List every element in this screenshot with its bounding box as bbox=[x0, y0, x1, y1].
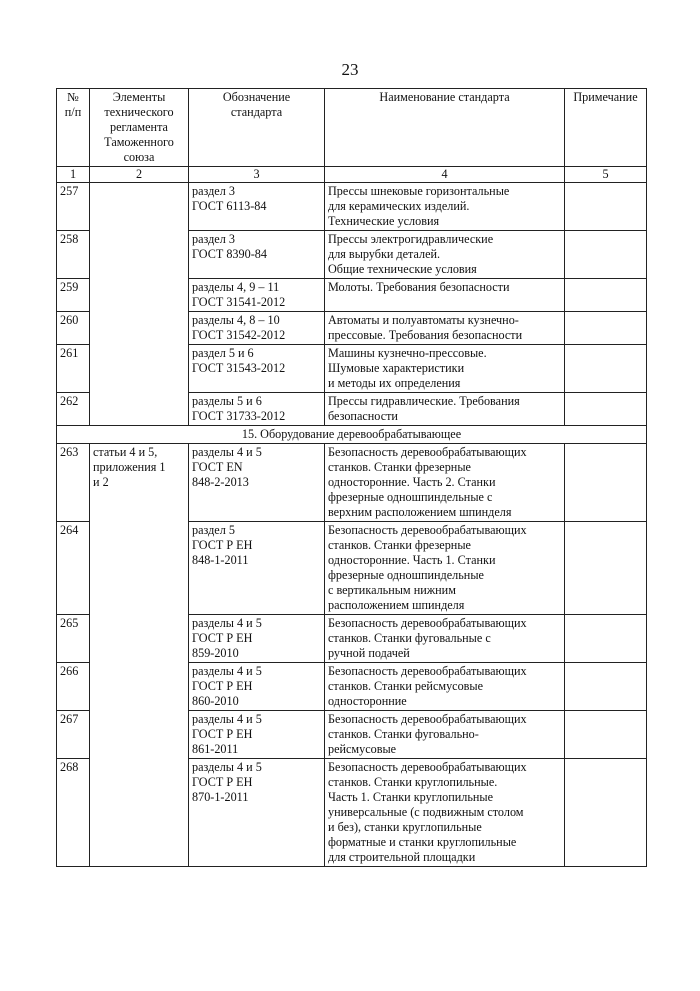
column-number: 3 bbox=[189, 167, 325, 183]
row-number: 260 bbox=[57, 312, 90, 345]
standard-designation: разделы 4 и 5 ГОСТ EN 848-2-2013 bbox=[189, 444, 325, 522]
standard-name: Безопасность деревообрабатывающих станков. Станки фуговально- рейсмусовые bbox=[325, 711, 565, 759]
standard-designation: разделы 4, 8 – 10 ГОСТ 31542-2012 bbox=[189, 312, 325, 345]
standard-name: Безопасность деревообрабатывающих станков. Станки фуговальные с ручной подачей bbox=[325, 615, 565, 663]
note-cell bbox=[565, 444, 647, 522]
note-cell bbox=[565, 615, 647, 663]
standard-designation: разделы 4 и 5 ГОСТ Р ЕН 870-1-2011 bbox=[189, 759, 325, 867]
note-cell bbox=[565, 231, 647, 279]
standard-name: Безопасность деревообрабатывающих станков. Станки рейсмусовые односторонние bbox=[325, 663, 565, 711]
standard-name: Молоты. Требования безопасности bbox=[325, 279, 565, 312]
header-note: Примечание bbox=[565, 89, 647, 167]
standard-name: Прессы шнековые горизонтальные для керамических изделий. Технические условия bbox=[325, 183, 565, 231]
row-number: 266 bbox=[57, 663, 90, 711]
elements-cell: статьи 4 и 5, приложения 1 и 2 bbox=[90, 444, 189, 867]
note-cell bbox=[565, 345, 647, 393]
standard-designation: разделы 4, 9 – 11 ГОСТ 31541-2012 bbox=[189, 279, 325, 312]
standard-name: Машины кузнечно-прессовые. Шумовые характеристики и методы их определения bbox=[325, 345, 565, 393]
column-number-row bbox=[57, 167, 647, 183]
row-number: 268 bbox=[57, 759, 90, 867]
note-cell bbox=[565, 522, 647, 615]
standard-name: Безопасность деревообрабатывающих станков. Станки фрезерные односторонние. Часть 2. Станки фрезерные одношпиндельные с верхним расположением шпинделя bbox=[325, 444, 565, 522]
standard-designation: раздел 3 ГОСТ 6113-84 bbox=[189, 183, 325, 231]
column-number: 5 bbox=[565, 167, 647, 183]
row-number: 258 bbox=[57, 231, 90, 279]
standard-designation: раздел 5 и 6 ГОСТ 31543-2012 bbox=[189, 345, 325, 393]
note-cell bbox=[565, 759, 647, 867]
header-name: Наименование стандарта bbox=[325, 89, 565, 167]
standard-designation: раздел 3 ГОСТ 8390-84 bbox=[189, 231, 325, 279]
standard-name: Безопасность деревообрабатывающих станков. Станки круглопильные. Часть 1. Станки круглопильные универсальные (с подвижным столом и без), станки круглопильные форматные и станки круглопильные для строительной площадки bbox=[325, 759, 565, 867]
table-header-row bbox=[57, 89, 647, 167]
standard-name: Безопасность деревообрабатывающих станков. Станки фрезерные односторонние. Часть 1. Станки фрезерные одношпиндельные с вертикальным нижним расположением шпинделя bbox=[325, 522, 565, 615]
note-cell bbox=[565, 312, 647, 345]
standards-table bbox=[56, 88, 647, 867]
standard-name: Прессы электрогидравлические для вырубки деталей. Общие технические условия bbox=[325, 231, 565, 279]
table-row bbox=[57, 183, 647, 231]
note-cell bbox=[565, 279, 647, 312]
standard-designation: разделы 4 и 5 ГОСТ Р ЕН 859-2010 bbox=[189, 615, 325, 663]
column-number: 4 bbox=[325, 167, 565, 183]
standard-designation: разделы 4 и 5 ГОСТ Р ЕН 860-2010 bbox=[189, 663, 325, 711]
row-number: 263 bbox=[57, 444, 90, 522]
note-cell bbox=[565, 711, 647, 759]
elements-cell bbox=[90, 183, 189, 426]
row-number: 259 bbox=[57, 279, 90, 312]
standard-designation: разделы 5 и 6 ГОСТ 31733-2012 bbox=[189, 393, 325, 426]
note-cell bbox=[565, 183, 647, 231]
row-number: 261 bbox=[57, 345, 90, 393]
standard-name: Автоматы и полуавтоматы кузнечно- прессовые. Требования безопасности bbox=[325, 312, 565, 345]
section-row bbox=[57, 426, 647, 444]
note-cell bbox=[565, 393, 647, 426]
standard-designation: разделы 4 и 5 ГОСТ Р ЕН 861-2011 bbox=[189, 711, 325, 759]
column-number: 2 bbox=[90, 167, 189, 183]
row-number: 267 bbox=[57, 711, 90, 759]
column-number: 1 bbox=[57, 167, 90, 183]
note-cell bbox=[565, 663, 647, 711]
page-number: 23 bbox=[341, 60, 359, 79]
row-number: 264 bbox=[57, 522, 90, 615]
row-number: 265 bbox=[57, 615, 90, 663]
table-row bbox=[57, 444, 647, 522]
header-designation: Обозначение стандарта bbox=[189, 89, 325, 167]
row-number: 262 bbox=[57, 393, 90, 426]
section-title: 15. Оборудование деревообрабатывающее bbox=[57, 426, 647, 444]
header-elements: Элементы технического регламента Таможенного союза bbox=[90, 89, 189, 167]
standard-designation: раздел 5 ГОСТ Р ЕН 848-1-2011 bbox=[189, 522, 325, 615]
standard-name: Прессы гидравлические. Требования безопасности bbox=[325, 393, 565, 426]
header-num: № п/п bbox=[57, 89, 90, 167]
row-number: 257 bbox=[57, 183, 90, 231]
